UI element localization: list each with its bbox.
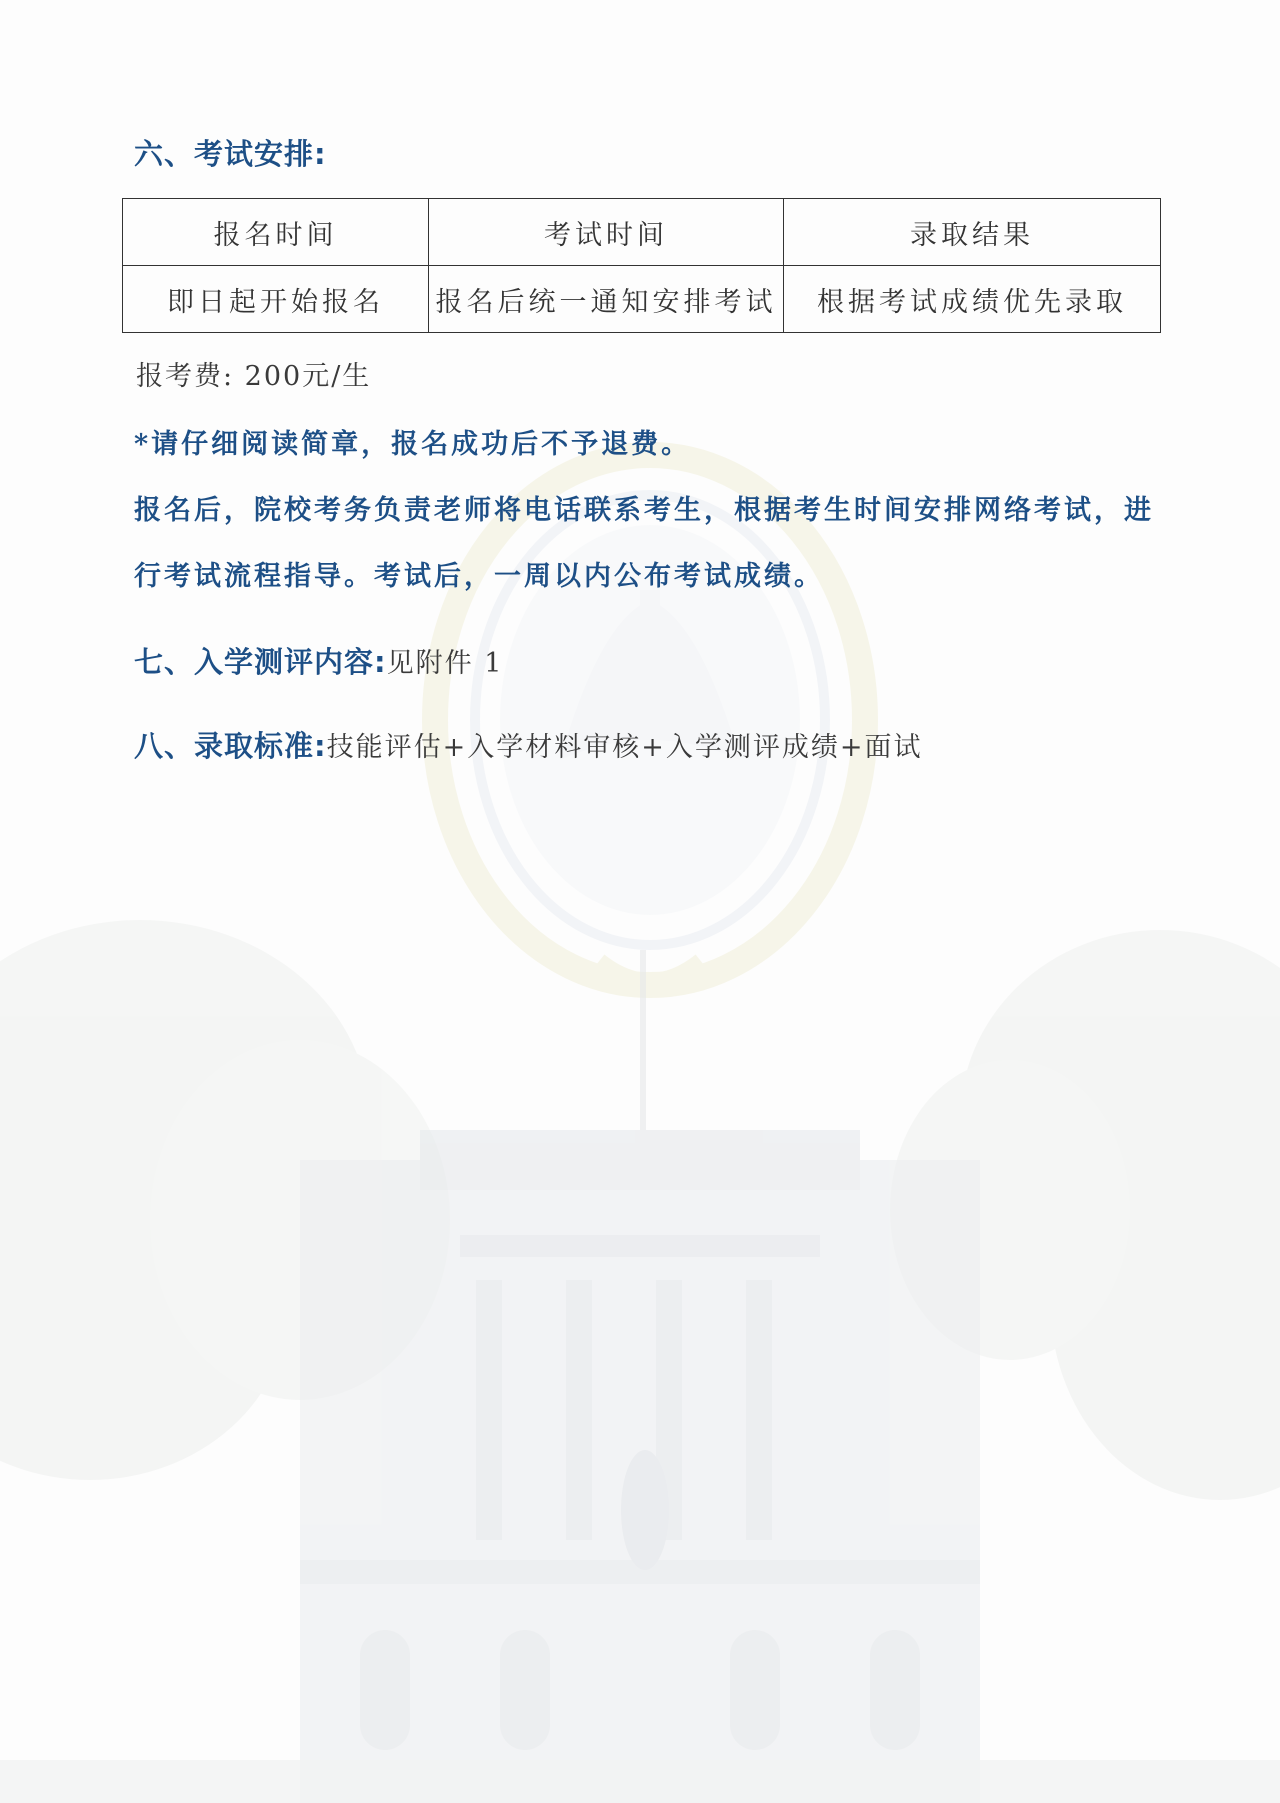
admission-heading-label: 八、录取标准: [134, 729, 327, 763]
table-row [123, 266, 1161, 333]
section-heading-admission-criteria [134, 724, 922, 765]
exam-process-note-continued: 行考试流程指导。考试后，一周以内公布考试成绩。 [134, 561, 824, 592]
table-cell: 即日起开始报名 [123, 266, 429, 333]
application-fee: 报考费: 200元/生 [136, 361, 372, 392]
assessment-heading-label: 七、入学测评内容: [134, 645, 387, 679]
university-emblem-watermark [435, 455, 865, 985]
exam-process-note: 报名后，院校考务负责老师将电话联系考生，根据考生时间安排网络考试，进 [134, 495, 1154, 526]
main-building-silhouette [300, 950, 980, 1803]
table-header-cell: 考试时间 [429, 199, 784, 266]
assessment-value: 见附件 1 [386, 648, 504, 679]
table-cell: 根据考试成绩优先录取 [784, 266, 1161, 333]
exam-schedule-table [122, 198, 1161, 333]
admission-criteria-value: 技能评估+入学材料审核+入学测评成绩+面试 [326, 732, 923, 763]
refund-notice: *请仔细阅读简章，报名成功后不予退费。 [134, 429, 692, 460]
table-header-cell: 录取结果 [784, 199, 1161, 266]
table-header-row [123, 199, 1161, 266]
section-heading-assessment [134, 640, 503, 681]
table-cell: 报名后统一通知安排考试 [429, 266, 784, 333]
section-heading-exam-schedule: 六、考试安排: [134, 137, 327, 171]
table-header-cell: 报名时间 [123, 199, 429, 266]
